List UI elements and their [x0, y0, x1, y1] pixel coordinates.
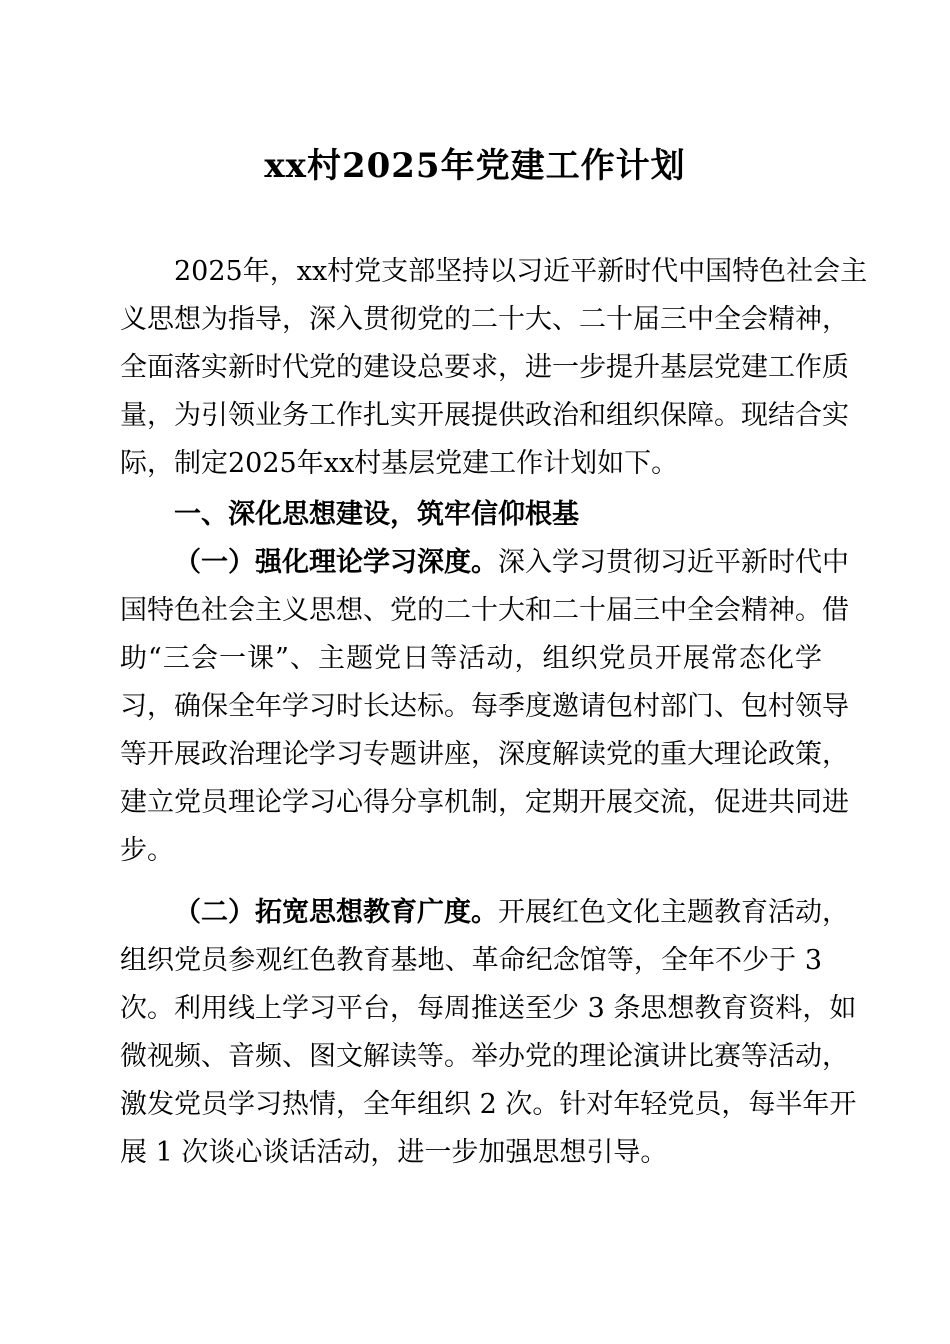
document-title: xx村2025年党建工作计划	[264, 146, 686, 186]
text-line: 组织党员参观红色教育基地、革命纪念馆等，全年不少于 3	[120, 945, 822, 976]
text-line: 建立党员理论学习心得分享机制，定期开展交流，促进共同进	[120, 787, 849, 818]
item2-paragraph	[120, 889, 857, 1177]
text-line	[120, 889, 849, 937]
item-lead: （二）拓宽思想教育广度。	[174, 897, 498, 928]
intro-paragraph	[120, 248, 868, 488]
text-line: 习，确保全年学习时长达标。每季度邀请包村部门、包村领导	[120, 691, 849, 722]
text-line: 2025年，xx村党支部坚持以习近平新时代中国特色社会主	[174, 256, 868, 287]
section-heading: 一、深化思想建设，筑牢信仰根基	[174, 499, 579, 530]
text-line: 激发党员学习热情，全年组织 2 次。针对年轻党员，每半年开	[120, 1089, 857, 1120]
text-line: 次。利用线上学习平台，每周推送至少 3 条思想教育资料，如	[120, 993, 857, 1024]
item-lead: （一）强化理论学习深度。	[174, 547, 498, 578]
text-line: 助“三会一课”、主题党日等活动，组织党员开展常态化学	[120, 643, 822, 674]
text-line	[120, 539, 849, 587]
text-line: 际，制定2025年xx村基层党建工作计划如下。	[120, 448, 679, 479]
text-span: 深入学习贯彻习近平新时代中	[498, 547, 849, 578]
text-line: 义思想为指导，深入贯彻党的二十大、二十届三中全会精神，	[120, 304, 849, 335]
text-line: 量，为引领业务工作扎实开展提供政治和组织保障。现结合实	[120, 400, 849, 431]
text-line: 步。	[120, 835, 174, 866]
item1-paragraph	[120, 539, 849, 875]
text-line: 微视频、音频、图文解读等。举办党的理论演讲比赛等活动，	[120, 1041, 849, 1072]
text-line: 等开展政治理论学习专题讲座，深度解读党的重大理论政策，	[120, 739, 849, 770]
text-line: 全面落实新时代党的建设总要求，进一步提升基层党建工作质	[120, 352, 849, 383]
text-span: 开展红色文化主题教育活动，	[498, 897, 849, 928]
text-line: 展 1 次谈心谈话活动，进一步加强思想引导。	[120, 1137, 668, 1168]
text-line: 国特色社会主义思想、党的二十大和二十届三中全会精神。借	[120, 595, 849, 626]
